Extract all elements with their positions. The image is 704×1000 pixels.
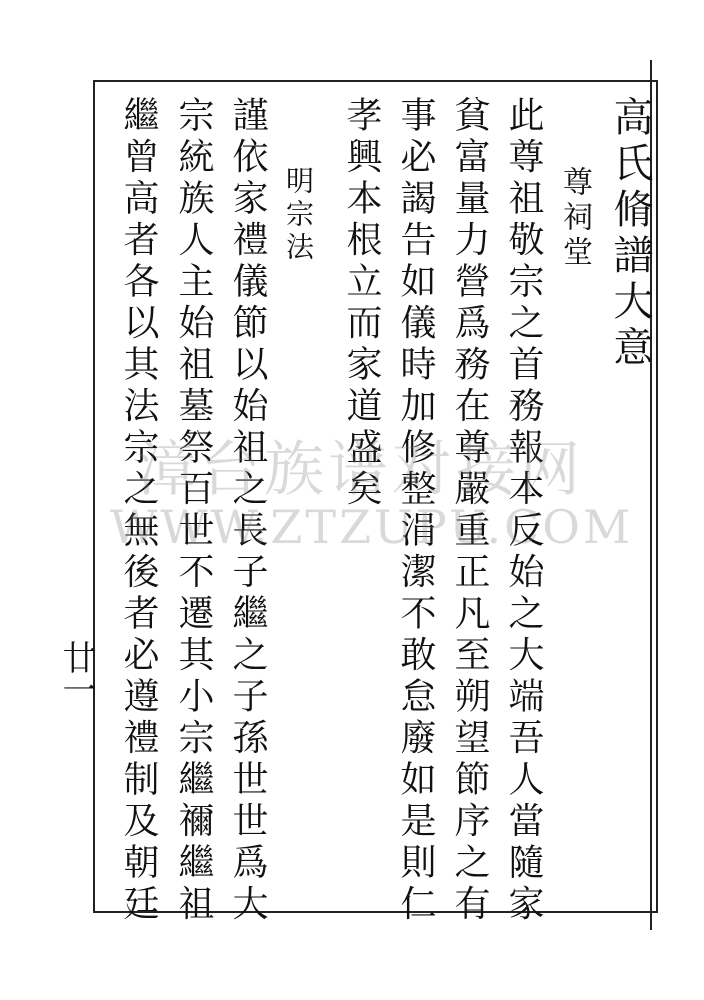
text-column-5: 謹依家禮儀節以始祖之長子繼之子孫世世爲大 xyxy=(227,96,268,926)
watermark-url: WWW.ZTZUPU.COM xyxy=(110,500,634,554)
watermark-chinese: 漳台族谱对接网 xyxy=(136,435,584,505)
text-column-1: 此尊祖敬宗之首務報本反始之大端吾人當隨家 xyxy=(503,96,544,926)
text-column-3: 事必謁告如儀時加修整涓潔不敢怠廢如是則仁 xyxy=(395,96,436,926)
text-column-7: 繼曾高者各以其法宗之無後者必遵禮制及朝廷 xyxy=(118,96,159,926)
text-column-6: 宗統族人主始祖墓祭百世不遷其小宗繼禰繼祖 xyxy=(173,96,214,926)
text-column-2: 貧富量力營爲務在尊嚴重正凡至朔望節序之有 xyxy=(449,96,490,926)
page-number: 廿一 xyxy=(56,640,96,704)
page-title: 高氏脩譜大意 xyxy=(607,96,653,372)
sub-heading: 明宗法 xyxy=(282,166,315,265)
section-heading: 尊祠堂 xyxy=(557,166,592,271)
text-column-4: 孝興本根立而家道盛矣 xyxy=(341,96,382,511)
